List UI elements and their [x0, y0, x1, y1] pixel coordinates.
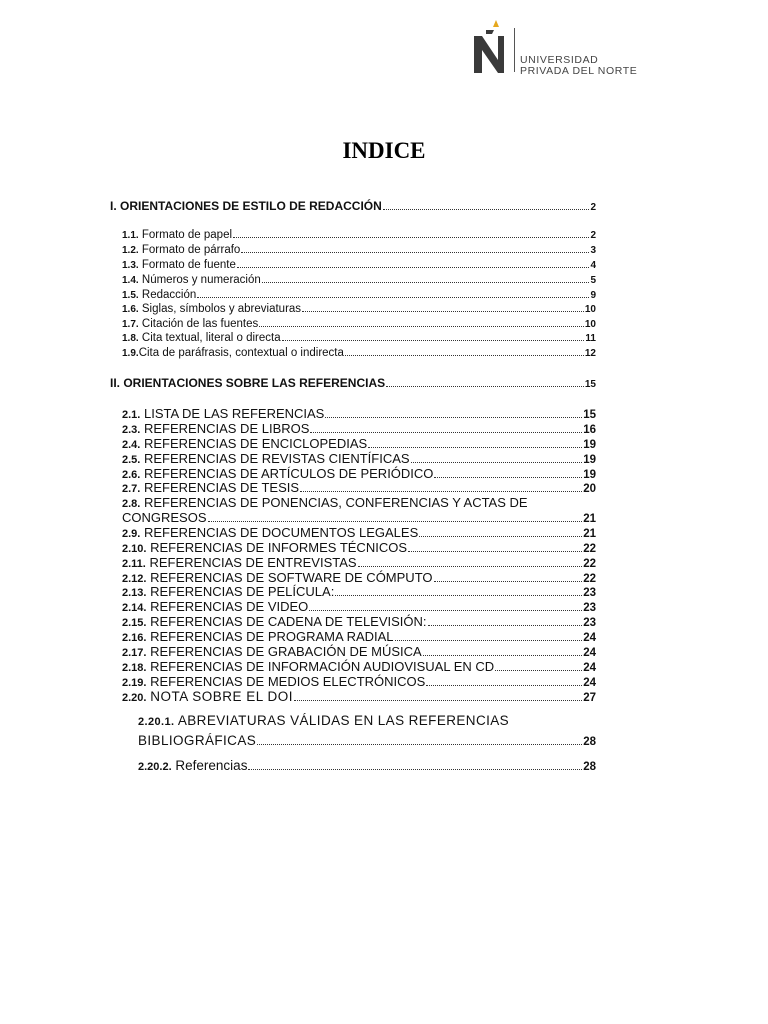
toc-leader [233, 237, 589, 238]
toc-item-2-20-2[interactable] [138, 758, 596, 773]
toc-page: 23 [583, 602, 596, 614]
toc-item-text: REFERENCIAS DE TESIS [143, 480, 300, 495]
toc-item-number: 1.9. [122, 348, 139, 359]
toc-item-text: NOTA SOBRE EL DOI [150, 689, 294, 704]
toc-item-2-7[interactable] [122, 480, 596, 495]
toc-page: 11 [585, 333, 596, 344]
toc-item-2-18[interactable] [122, 659, 596, 674]
toc-item-text: REFERENCIAS DE REVISTAS CIENTÍFICAS [143, 451, 410, 466]
toc-item-2-9[interactable] [122, 525, 596, 540]
logo-line-1: UNIVERSIDAD [520, 54, 599, 66]
toc-item-number: 2.3. [122, 424, 141, 436]
toc-leader [257, 744, 582, 745]
toc-item-number: 1.1. [122, 230, 139, 241]
toc-section-2[interactable] [110, 376, 596, 390]
toc-item-number: 2.6. [122, 469, 141, 481]
toc-item-2-3[interactable] [122, 421, 596, 436]
toc-item-1-6[interactable] [122, 303, 596, 315]
toc-item-1-7[interactable] [122, 318, 596, 330]
toc-item-text: REFERENCIAS DE ENCICLOPEDIAS [143, 436, 368, 451]
toc-item-text: Cita de paráfrasis, contextual o indirecta [138, 347, 344, 359]
toc-page: 24 [583, 632, 596, 644]
toc-item-number: 2.16. [122, 632, 147, 644]
toc-item-number: 2.20.2. [138, 761, 172, 773]
toc-item-text: Formato de papel [141, 229, 233, 241]
toc-leader [310, 432, 582, 433]
toc-item-number: 2.10. [122, 543, 147, 555]
toc-leader [411, 462, 583, 463]
toc-item-2-14[interactable] [122, 599, 596, 614]
toc-page: 4 [590, 260, 596, 271]
toc-item-text: Formato de fuente [141, 259, 236, 271]
toc-item-2-11[interactable] [122, 555, 596, 570]
toc-page: 28 [583, 736, 596, 748]
toc-page: 15 [583, 409, 596, 421]
university-logo [468, 20, 658, 80]
toc-page: 9 [590, 290, 596, 301]
toc-page: 21 [583, 528, 596, 540]
toc-item-text: REFERENCIAS DE ARTÍCULOS DE PERIÓDICO [143, 466, 434, 481]
toc-leader [419, 536, 582, 537]
toc-leader [282, 340, 585, 341]
toc-page: 20 [583, 483, 596, 495]
toc-item-2-8-line-2[interactable] [122, 510, 596, 525]
toc-page: 10 [584, 319, 596, 330]
toc-item-2-17[interactable] [122, 644, 596, 659]
toc-leader [294, 700, 582, 701]
toc-item-number: 2.12. [122, 573, 147, 585]
toc-item-1-1[interactable] [122, 229, 596, 241]
logo-divider [514, 28, 515, 72]
toc-page: 12 [584, 348, 596, 359]
toc-page: 23 [583, 617, 596, 629]
toc-leader [408, 551, 582, 552]
toc-leader [345, 355, 584, 356]
toc-item-number: 2.18. [122, 662, 147, 674]
toc-leader [237, 267, 590, 268]
toc-item-text: REFERENCIAS DE SOFTWARE DE CÓMPUTO [150, 570, 433, 585]
toc-page: 19 [583, 439, 596, 451]
toc-leader [197, 297, 589, 298]
toc-item-text: REFERENCIAS DE MEDIOS ELECTRÓNICOS [150, 674, 426, 689]
toc-leader [426, 685, 582, 686]
toc-item-text: Siglas, símbolos y abreviaturas [141, 303, 302, 315]
toc-leader [428, 625, 583, 626]
toc-item-2-10[interactable] [122, 540, 596, 555]
toc-page: 24 [583, 677, 596, 689]
toc-item-number: 1.4. [122, 275, 139, 286]
toc-item-number: 2.7. [122, 483, 141, 495]
toc-item-text: REFERENCIAS DE PELÍCULA: [150, 584, 335, 599]
toc-item-2-20-1-line-2[interactable] [138, 733, 596, 748]
toc-item-1-3[interactable] [122, 259, 596, 271]
toc-item-text: Redacción [141, 289, 197, 301]
toc-page: 2 [590, 202, 596, 213]
toc-item-number: 1.2. [122, 245, 139, 256]
toc-leader [386, 386, 584, 387]
toc-item-number: 1.6. [122, 304, 139, 315]
toc-leader [395, 640, 583, 641]
toc-leader [495, 670, 582, 671]
toc-item-number: 2.19. [122, 677, 147, 689]
toc-item-2-20-1-line-1[interactable] [138, 713, 509, 728]
toc-item-number: 1.8. [122, 333, 139, 344]
page-title: INDICE [342, 138, 426, 163]
toc-item-text: REFERENCIAS DE GRABACIÓN DE MÚSICA [150, 644, 422, 659]
toc-page: 24 [583, 647, 596, 659]
logo-n-icon [468, 20, 514, 78]
toc-leader [368, 447, 582, 448]
toc-page: 5 [590, 275, 596, 286]
toc-item-number: 2.4. [122, 439, 141, 451]
toc-section-1[interactable] [110, 199, 596, 213]
toc-item-text: ABREVIATURAS VÁLIDAS EN LAS REFERENCIAS [177, 713, 510, 728]
toc-item-1-8[interactable] [122, 332, 596, 344]
logo-line-2: PRIVADA DEL NORTE [520, 65, 638, 77]
toc-item-1-9[interactable] [122, 347, 596, 359]
toc-item-2-1[interactable] [122, 406, 596, 421]
toc-item-text: REFERENCIAS DE PONENCIAS, CONFERENCIAS Y ACTAS DE [143, 495, 528, 510]
toc-item-text: BIBLIOGRÁFICAS [138, 733, 257, 748]
toc-leader [208, 521, 583, 522]
toc-leader [423, 655, 583, 656]
toc-leader [383, 209, 590, 210]
toc-item-number: 2.11. [122, 558, 146, 570]
toc-item-number: 1.3. [122, 260, 139, 271]
toc-page: 28 [583, 761, 596, 773]
toc-page: 27 [583, 692, 596, 704]
toc-item-text: REFERENCIAS DE INFORMACIÓN AUDIOVISUAL EN CD [150, 659, 495, 674]
toc-leader [248, 769, 582, 770]
toc-item-1-4[interactable] [122, 274, 596, 286]
toc-item-2-6[interactable] [122, 466, 596, 481]
toc-item-text: REFERENCIAS DE DOCUMENTOS LEGALES [143, 525, 419, 540]
toc-leader [434, 477, 582, 478]
toc-item-text: REFERENCIAS DE ENTREVISTAS [149, 555, 357, 570]
toc-item-text: LISTA DE LAS REFERENCIAS [143, 406, 325, 421]
toc-item-2-12[interactable] [122, 570, 596, 585]
toc-page: 10 [584, 304, 596, 315]
toc-item-2-19[interactable] [122, 674, 596, 689]
toc-item-2-16[interactable] [122, 629, 596, 644]
toc-section-label: II. ORIENTACIONES SOBRE LAS REFERENCIAS [110, 376, 386, 390]
toc-page: 22 [583, 543, 596, 555]
toc-item-2-15[interactable] [122, 614, 596, 629]
toc-leader [259, 326, 584, 327]
toc-page: 21 [583, 513, 596, 525]
toc-leader [300, 491, 582, 492]
toc-item-text: REFERENCIAS DE INFORMES TÉCNICOS [150, 540, 407, 555]
toc-item-number: 2.14. [122, 602, 147, 614]
toc-item-number: 2.20.1. [138, 716, 175, 728]
toc-item-text: Cita textual, literal o directa [141, 332, 281, 344]
toc-leader [241, 252, 589, 253]
toc-item-number: 2.13. [122, 587, 147, 599]
toc-leader [335, 595, 582, 596]
toc-item-number: 1.5. [122, 290, 139, 301]
toc-leader [358, 566, 583, 567]
toc-item-2-20[interactable] [122, 689, 596, 704]
toc-item-1-5[interactable] [122, 289, 596, 301]
toc-item-number: 2.5. [122, 454, 141, 466]
toc-item-2-4[interactable] [122, 436, 596, 451]
toc-leader [309, 610, 582, 611]
toc-page: 2 [590, 230, 596, 241]
toc-item-number: 2.17. [122, 647, 147, 659]
toc-item-number: 2.9. [122, 528, 141, 540]
toc-page: 15 [584, 379, 596, 390]
logo-text [520, 55, 637, 77]
toc-page: 24 [583, 662, 596, 674]
toc-item-number: 1.7. [122, 319, 139, 330]
toc-item-number: 2.15. [122, 617, 147, 629]
toc-item-1-2[interactable] [122, 244, 596, 256]
toc-item-text: CONGRESOS [122, 510, 207, 525]
toc-item-number: 2.20. [122, 692, 147, 704]
toc-item-text: Citación de las fuentes [141, 318, 259, 330]
toc-item-text: REFERENCIAS DE PROGRAMA RADIAL [150, 629, 394, 644]
toc-leader [434, 581, 583, 582]
toc-section-label: I. ORIENTACIONES DE ESTILO DE REDACCIÓN [110, 199, 382, 213]
toc-item-text: Números y numeración [141, 274, 261, 286]
toc-leader [302, 311, 584, 312]
toc-item-text: REFERENCIAS DE VIDEO [150, 599, 309, 614]
toc-item-2-13[interactable] [122, 584, 596, 599]
toc-page: 19 [583, 454, 596, 466]
toc-item-text: Referencias [175, 758, 248, 773]
toc-item-text: Formato de párrafo [141, 244, 241, 256]
toc-item-text: REFERENCIAS DE LIBROS [143, 421, 310, 436]
toc-page: 3 [590, 245, 596, 256]
toc-leader [325, 417, 582, 418]
toc-item-text: REFERENCIAS DE CADENA DE TELEVISIÓN: [150, 614, 427, 629]
toc-item-2-8-line-1[interactable] [122, 495, 528, 510]
toc-page: 23 [583, 587, 596, 599]
toc-item-number: 2.8. [122, 498, 141, 510]
toc-leader [262, 282, 590, 283]
toc-page: 22 [583, 558, 596, 570]
toc-page: 16 [583, 424, 596, 436]
toc-page: 22 [583, 573, 596, 585]
toc-item-number: 2.1. [122, 409, 141, 421]
toc-page: 19 [583, 469, 596, 481]
toc-item-2-5[interactable] [122, 451, 596, 466]
